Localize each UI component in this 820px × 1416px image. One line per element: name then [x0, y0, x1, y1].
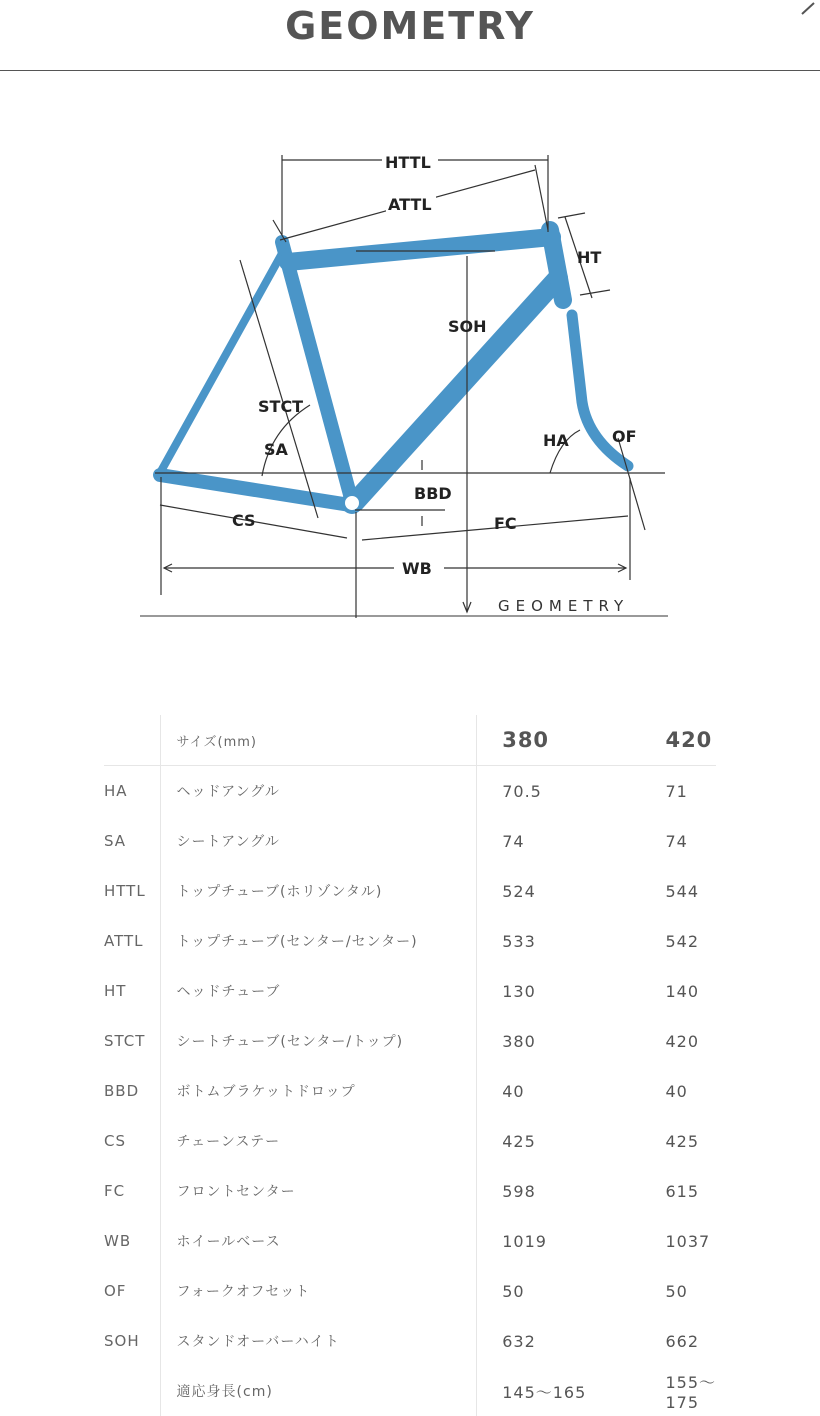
row-value-420: 155〜175: [665, 1373, 716, 1412]
row-name: トップチューブ(ホリゾンタル): [160, 866, 477, 916]
row-value-420: 542: [665, 931, 699, 951]
chevron-right-icon[interactable]: [796, 0, 820, 16]
table-row: [104, 766, 716, 817]
row-value-380: 70.5: [502, 781, 542, 801]
table-row: [104, 1366, 716, 1416]
row-abbr: HT: [104, 982, 127, 1000]
row-abbr: STCT: [104, 1032, 146, 1050]
row-abbr: OF: [104, 1282, 127, 1300]
row-abbr: WB: [104, 1232, 132, 1250]
row-abbr: ATTL: [104, 932, 144, 950]
row-name: ホイールベース: [160, 1216, 477, 1266]
row-value-380: 145〜165: [502, 1382, 587, 1402]
label-wb: WB: [402, 559, 432, 578]
geometry-spec-table: [104, 715, 716, 1416]
row-value-380: 1019: [502, 1231, 547, 1251]
row-name: フロントセンター: [160, 1166, 477, 1216]
row-name: ヘッドチューブ: [160, 966, 477, 1016]
row-value-380: 524: [502, 881, 536, 901]
row-name: シートチューブ(センター/トップ): [160, 1016, 477, 1066]
table-row: [104, 866, 716, 916]
row-name: スタンドオーバーハイト: [160, 1316, 477, 1366]
table-row: [104, 966, 716, 1016]
table-row: [104, 1016, 716, 1066]
geometry-diagram: [140, 140, 670, 620]
row-value-380: 425: [502, 1131, 536, 1151]
row-value-380: 130: [502, 981, 536, 1001]
label-sa: SA: [264, 440, 288, 459]
row-name: トップチューブ(センター/センター): [160, 916, 477, 966]
table-row: [104, 1266, 716, 1316]
table-row: [104, 916, 716, 966]
header-size-380: 380: [477, 715, 640, 766]
label-ht: HT: [577, 248, 602, 267]
row-value-420: 50: [665, 1281, 688, 1301]
label-attl: ATTL: [388, 195, 432, 214]
label-soh: SOH: [448, 317, 487, 336]
table-row: [104, 816, 716, 866]
row-name: ボトムブラケットドロップ: [160, 1066, 477, 1116]
row-name: ヘッドアングル: [160, 766, 477, 817]
row-abbr: BBD: [104, 1082, 140, 1100]
table-row: [104, 1166, 716, 1216]
row-value-420: 615: [665, 1181, 699, 1201]
row-value-380: 40: [502, 1081, 525, 1101]
row-value-420: 425: [665, 1131, 699, 1151]
row-value-380: 632: [502, 1331, 536, 1351]
row-value-380: 74: [502, 831, 525, 851]
dimension-lines: [140, 155, 668, 618]
table-row: [104, 1316, 716, 1366]
row-value-420: 420: [665, 1031, 699, 1051]
bike-frame: [160, 230, 628, 512]
label-cs: CS: [232, 511, 256, 530]
row-name: チェーンステー: [160, 1116, 477, 1166]
row-value-420: 662: [665, 1331, 699, 1351]
page-header: [0, 0, 820, 71]
table-row: [104, 1216, 716, 1266]
row-name: シートアングル: [160, 816, 477, 866]
row-abbr: SOH: [104, 1332, 140, 1350]
row-abbr: FC: [104, 1182, 126, 1200]
label-bbd: BBD: [414, 484, 452, 503]
row-value-420: 544: [665, 881, 699, 901]
header-size-label: サイズ(mm): [160, 715, 477, 766]
row-value-380: 598: [502, 1181, 536, 1201]
row-abbr: CS: [104, 1132, 126, 1150]
diagram-watermark: GEOMETRY: [498, 597, 630, 615]
row-value-420: 40: [665, 1081, 688, 1101]
row-value-380: 50: [502, 1281, 525, 1301]
row-value-380: 380: [502, 1031, 536, 1051]
row-name: フォークオフセット: [160, 1266, 477, 1316]
label-fc: FC: [494, 514, 517, 533]
label-stct: STCT: [258, 397, 304, 416]
row-name: 適応身長(cm): [160, 1366, 477, 1416]
row-abbr: SA: [104, 832, 127, 850]
header-abbr: [104, 715, 160, 766]
header-size-420: 420: [639, 715, 716, 766]
row-value-380: 533: [502, 931, 536, 951]
row-value-420: 140: [665, 981, 699, 1001]
row-abbr: HTTL: [104, 882, 146, 900]
table-row: [104, 1116, 716, 1166]
table-header-row: [104, 715, 716, 766]
row-value-420: 71: [665, 781, 688, 801]
row-value-420: 1037: [665, 1231, 711, 1251]
label-httl: HTTL: [385, 153, 431, 172]
label-ha: HA: [543, 431, 569, 450]
row-abbr: HA: [104, 782, 128, 800]
row-abbr: [104, 1366, 160, 1416]
label-of: OF: [612, 427, 637, 446]
table-row: [104, 1066, 716, 1116]
page-title: GEOMETRY: [285, 4, 535, 48]
row-value-420: 74: [665, 831, 688, 851]
